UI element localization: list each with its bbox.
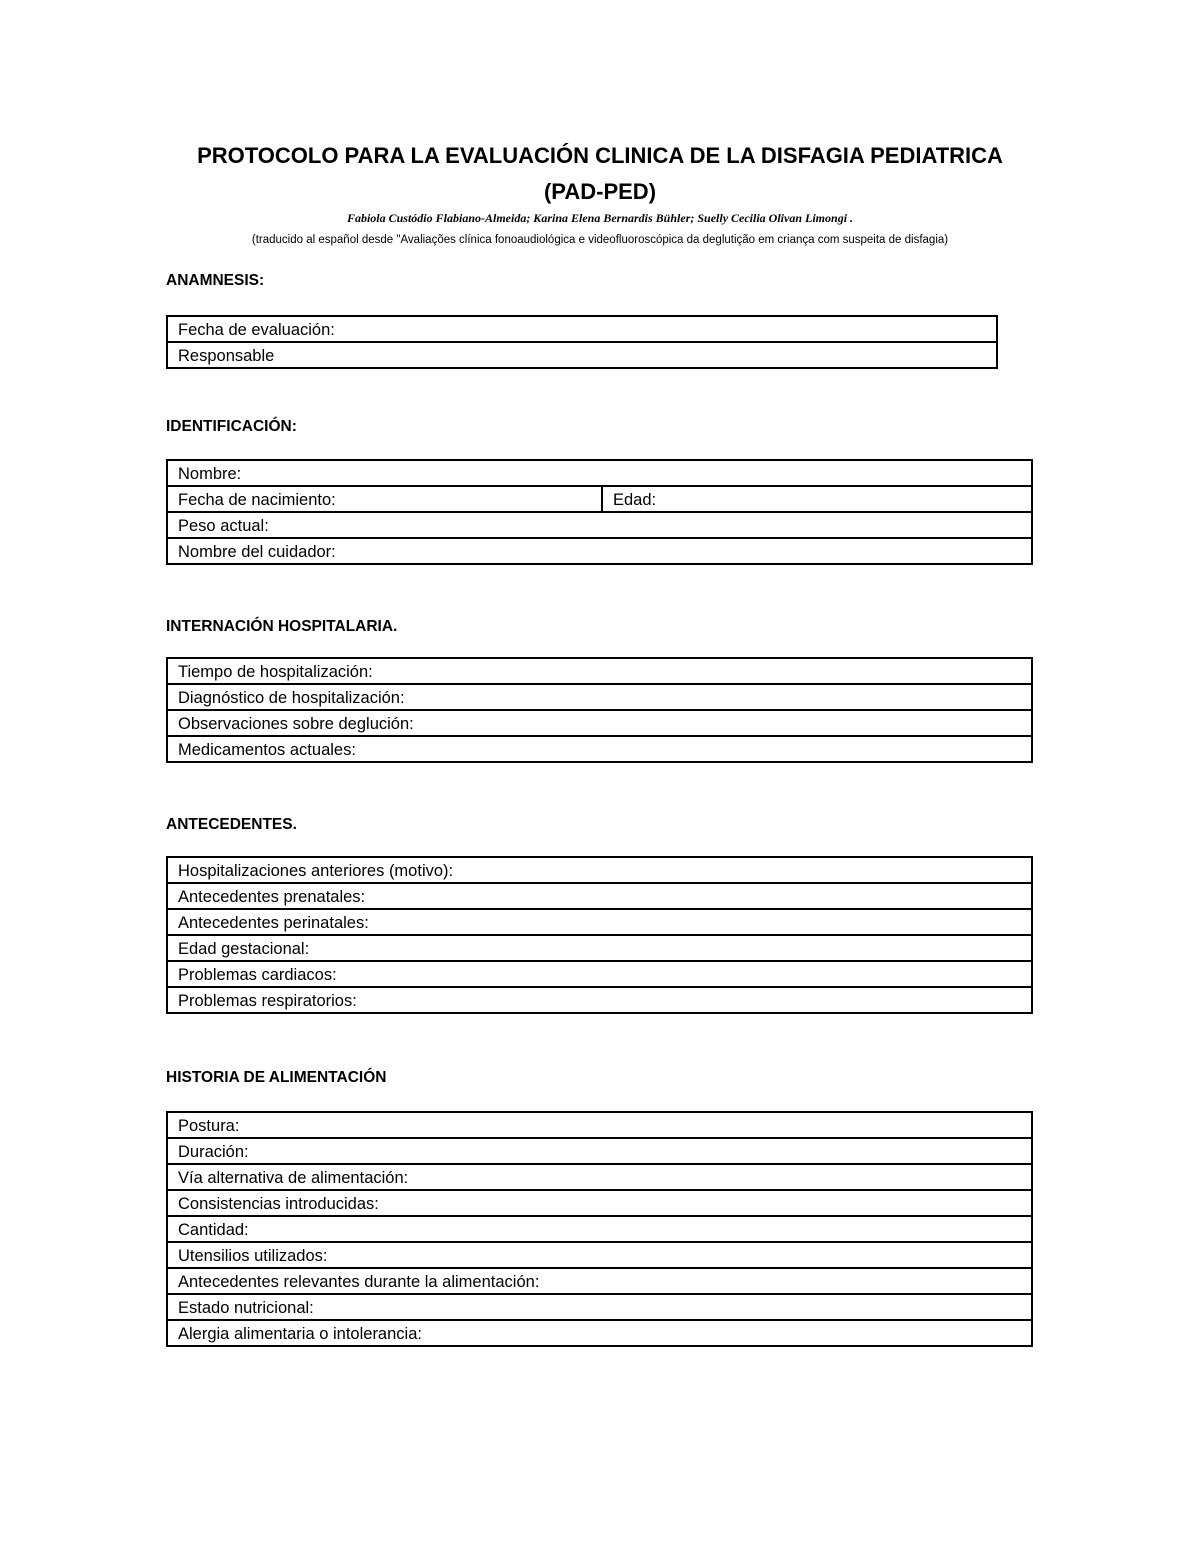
table-identificacion <box>166 459 1033 565</box>
field-hospitalizaciones-anteriores[interactable]: Hospitalizaciones anteriores (motivo): <box>167 857 1032 883</box>
field-fecha-evaluacion[interactable]: Fecha de evaluación: <box>167 316 997 342</box>
field-medicamentos-actuales[interactable]: Medicamentos actuales: <box>167 736 1032 762</box>
table-internacion <box>166 657 1033 763</box>
field-problemas-respiratorios[interactable]: Problemas respiratorios: <box>167 987 1032 1013</box>
heading-anamnesis: ANAMNESIS: <box>166 272 265 289</box>
field-edad-gestacional[interactable]: Edad gestacional: <box>167 935 1032 961</box>
field-utensilios[interactable]: Utensilios utilizados: <box>167 1242 1032 1268</box>
heading-internacion: INTERNACIÓN HOSPITALARIA. <box>166 618 398 635</box>
field-nombre-cuidador[interactable]: Nombre del cuidador: <box>167 538 1032 564</box>
field-estado-nutricional[interactable]: Estado nutricional: <box>167 1294 1032 1320</box>
field-problemas-cardiacos[interactable]: Problemas cardiacos: <box>167 961 1032 987</box>
heading-identificacion: IDENTIFICACIÓN: <box>166 418 297 435</box>
field-edad[interactable]: Edad: <box>602 486 1032 512</box>
field-antecedentes-prenatales[interactable]: Antecedentes prenatales: <box>167 883 1032 909</box>
field-antecedentes-alimentacion[interactable]: Antecedentes relevantes durante la alimentación: <box>167 1268 1032 1294</box>
heading-alimentacion: HISTORIA DE ALIMENTACIÓN <box>166 1069 387 1086</box>
field-via-alternativa[interactable]: Vía alternativa de alimentación: <box>167 1164 1032 1190</box>
document-title <box>0 141 1200 207</box>
field-postura[interactable]: Postura: <box>167 1112 1032 1138</box>
field-nombre[interactable]: Nombre: <box>167 460 1032 486</box>
field-diagnostico-hospitalizacion[interactable]: Diagnóstico de hospitalización: <box>167 684 1032 710</box>
table-antecedentes <box>166 856 1033 1014</box>
field-tiempo-hospitalizacion[interactable]: Tiempo de hospitalización: <box>167 658 1032 684</box>
title-line-1: PROTOCOLO PARA LA EVALUACIÓN CLINICA DE LA DISFAGIA PEDIATRICA <box>197 143 1003 168</box>
field-consistencias[interactable]: Consistencias introducidas: <box>167 1190 1032 1216</box>
field-antecedentes-perinatales[interactable]: Antecedentes perinatales: <box>167 909 1032 935</box>
table-anamnesis <box>166 315 998 369</box>
field-fecha-nacimiento[interactable]: Fecha de nacimiento: <box>167 486 602 512</box>
field-observaciones-deglucion[interactable]: Observaciones sobre deglución: <box>167 710 1032 736</box>
field-cantidad[interactable]: Cantidad: <box>167 1216 1032 1242</box>
authors-line: Fabiola Custódio Flabiano-Almeida; Karina Elena Bernardis Bühler; Suelly Cecilia Olivan Limongi . <box>346 211 854 225</box>
field-alergia-alimentaria[interactable]: Alergia alimentaria o intolerancia: <box>167 1320 1032 1346</box>
field-peso-actual[interactable]: Peso actual: <box>167 512 1032 538</box>
field-responsable[interactable]: Responsable <box>167 342 997 368</box>
field-duracion[interactable]: Duración: <box>167 1138 1032 1164</box>
translation-note: (traducido al español desde "Avaliações clínica fonoaudiológica e videofluoroscópica da deglutição em criança com suspeita de disfagia) <box>251 234 949 246</box>
heading-antecedentes: ANTECEDENTES. <box>166 816 297 833</box>
title-line-2: (PAD-PED) <box>543 179 657 204</box>
table-alimentacion <box>166 1111 1033 1347</box>
